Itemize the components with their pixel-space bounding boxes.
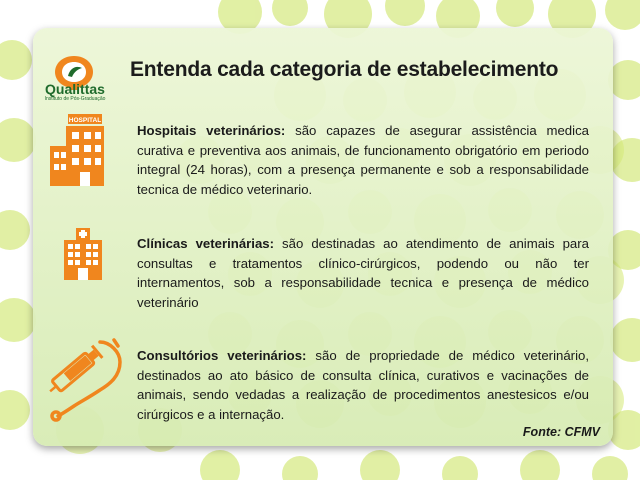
section-consultorios [137, 346, 589, 424]
section-label: Consultórios veterinários: [137, 348, 307, 363]
page-title: Entenda cada categoria de estabelecimento [130, 58, 559, 81]
section-hospitais [137, 121, 589, 199]
hospital-sign-text: HOSPITAL [68, 117, 102, 124]
section-clinicas [137, 234, 589, 312]
section-text: são de propriedade de médico veterinário, destinados ao ato básico de consulta clínica, curativos e vacinações de animais, sendo vedadas a realização de procedimentos anestesicos e/ou cirúrgicos e a internação. [137, 348, 589, 422]
section-label: Clínicas veterinárias: [137, 236, 275, 251]
section-text: são destinadas ao atendimento de animais para consultas e tratamentos clínico-cirúrgicos, podendo ou não ter internamentos, sob a responsabilidade tecnica e presença de médico veterinário [137, 236, 589, 310]
brand-name: Qualittas [45, 81, 105, 97]
source-credit: Fonte: CFMV [522, 425, 600, 439]
clinic-building-icon [62, 228, 104, 280]
section-label: Hospitais veterinários: [137, 123, 286, 138]
hospital-building-icon [46, 112, 116, 188]
stethoscope-syringe-icon [40, 336, 132, 422]
section-text: são capazes de asegurar assistência medica curativa e preventiva aos animais, de funcionamento obrigatório em periodo integral (24 horas), com a presença permanente e sob a responsabilidade tecnica de médico veterinario. [137, 123, 589, 197]
brand-tagline: Instituto de Pós-Graduação [44, 96, 106, 102]
